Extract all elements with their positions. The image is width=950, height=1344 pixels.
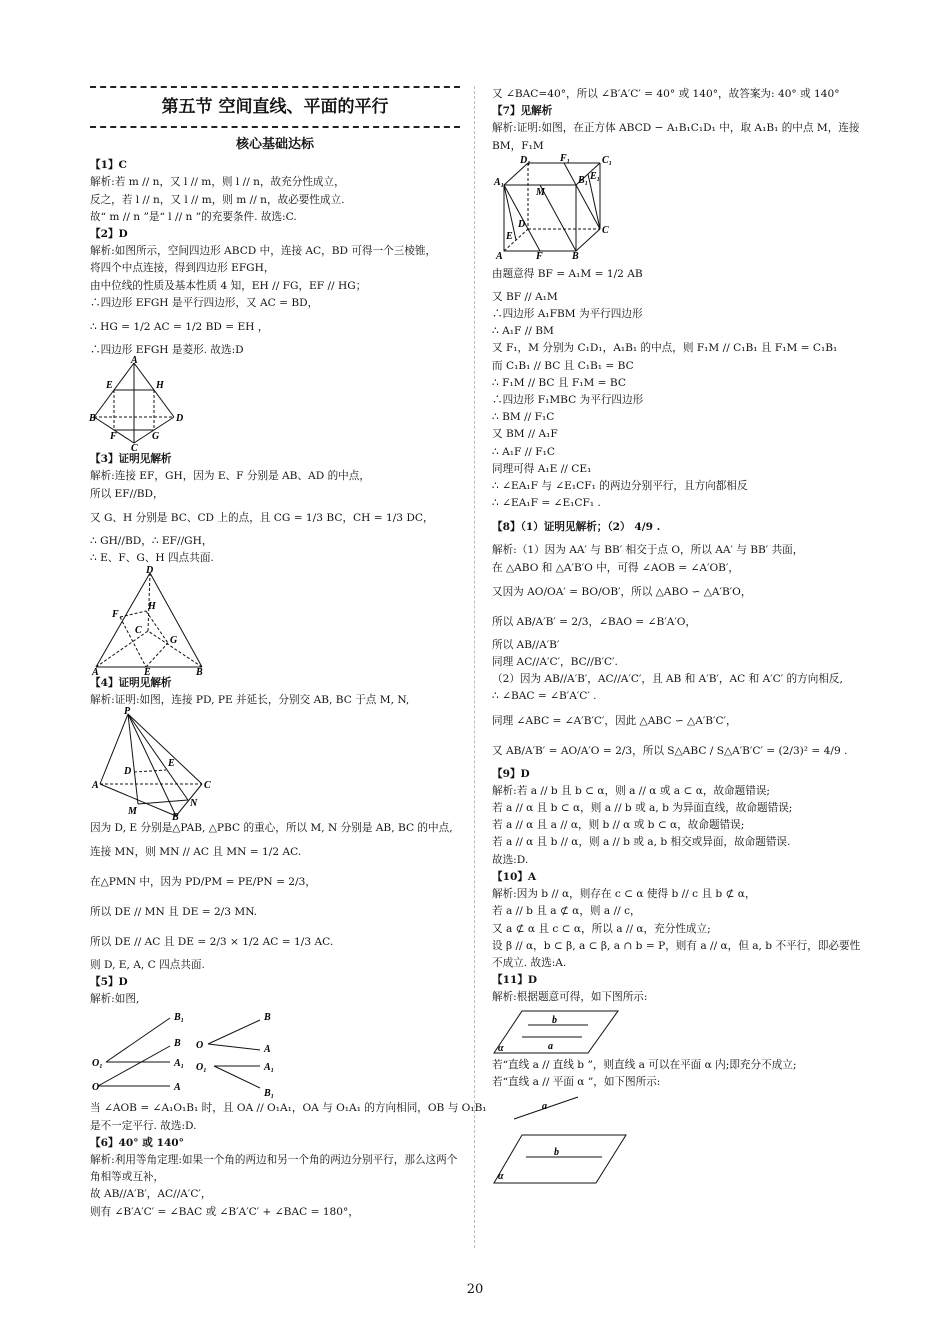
label-a: a — [542, 1100, 547, 1112]
text-line: 反之，若 l // n，又 l // m，则 m // n，故必要性成立. — [90, 193, 345, 206]
text-line: 同理可得 A₁E // CE₁ — [492, 462, 592, 475]
label-B1: B₁ — [578, 174, 589, 186]
figure-7-cube — [492, 152, 622, 262]
label-F1: F₁ — [560, 152, 571, 164]
text-line: 所以 AB//A′B′ — [492, 638, 560, 651]
answer-11: 【11】D — [492, 974, 538, 987]
label-H: H — [156, 380, 164, 392]
label-alpha: α — [498, 1170, 504, 1182]
label-M: M — [128, 805, 137, 817]
label-B: B — [89, 413, 96, 425]
label-E: E — [168, 757, 175, 769]
label-A: A — [131, 355, 138, 367]
text-line: ∴ F₁M // BC 且 F₁M = BC — [492, 376, 626, 389]
label-B: B — [174, 1038, 181, 1050]
text-line: 是不一定平行. 故选:D. — [90, 1119, 197, 1132]
text-line: 同理 ∠ABC = ∠A′B′C′，因此 △ABC ∽ △A′B′C′， — [492, 714, 737, 727]
label-A: A — [174, 1082, 181, 1094]
text-line: 在△PMN 中，因为 PD/PM = PE/PN = 2/3， — [90, 875, 316, 888]
label-E: E — [144, 667, 151, 679]
label-M: M — [536, 186, 545, 198]
text-line: ∴ A₁F // F₁C — [492, 445, 555, 458]
text-line: 若 a // α 且 a // α，则 b // α 或 b ⊂ α，故命题错误; — [492, 819, 745, 832]
text-line: 由题意得 BF = A₁M = 1/2 AB — [492, 267, 643, 280]
text-line: 解析:连接 EF，GH，因为 E、F 分别是 AB、AD 的中点， — [90, 470, 370, 483]
text-line: 若 a // α 且 b // α，则 a // b 或 a, b 相交或异面，故命题错误. — [492, 836, 791, 849]
text-line: ∴ A₁F // BM — [492, 325, 554, 338]
right-column — [492, 86, 870, 1191]
figure-3-tetrahedron — [90, 565, 210, 679]
left-column — [89, 86, 487, 1221]
text-line: 又因为 AO/OA′ = BO/OB′，所以 △ABO ∽ △A′B′O， — [492, 585, 752, 598]
label-D: D — [518, 218, 526, 230]
text-line: 解析:证明:如图，在正方体 ABCD − A₁B₁C₁D₁ 中，取 A₁B₁ 的中点 M，连接 BM，F₁M — [492, 122, 860, 152]
text-line: 故 AB//A′B′，AC//A′C′， — [90, 1188, 212, 1201]
text-line: ∴四边形 A₁FBM 为平行四边形 — [492, 308, 643, 321]
figure-4-pyramid — [90, 705, 220, 823]
column-divider — [474, 86, 475, 1248]
text-line: ∴ ∠EA₁F = ∠E₁CF₁ . — [492, 497, 601, 510]
text-line: 解析:如图, — [90, 993, 140, 1006]
label-O1: O₁ — [196, 1062, 207, 1074]
label-A: A — [264, 1044, 271, 1056]
answer-4: 【4】证明见解析 — [90, 677, 172, 690]
text-line: 又 F₁，M 分别为 C₁D₁，A₁B₁ 的中点，则 F₁M // C₁B₁ 且 F₁M = C₁B₁ — [492, 342, 838, 355]
label-H: H — [148, 601, 156, 613]
text-line: 故“ m // n ”是“ l // n ”的充要条件. 故选:C. — [90, 210, 297, 223]
text-line: 又 G、H 分别是 BC、CD 上的点，且 CG = 1/3 BC，CH = 1/3 DC， — [90, 511, 434, 524]
text-line: 若 a // α 且 b ⊂ α，则 a // b 或 a, b 为异面直线，故命题错误; — [492, 802, 793, 815]
text-line: 当 ∠AOB = ∠A₁O₁B₁ 时，且 OA // O₁A₁，OA 与 O₁A₁ 的方向相同，OB 与 O₁B₁ — [90, 1102, 487, 1115]
answer-3: 【3】证明见解析 — [90, 453, 172, 466]
text-line: ∴四边形 F₁MBC 为平行四边形 — [492, 394, 644, 407]
label-b: b — [552, 1014, 557, 1026]
text-line: ∴ ∠EA₁F 与 ∠E₁CF₁ 的两边分别平行，且方向都相反 — [492, 480, 748, 493]
text-line: 若“直线 a // 平面 α ”，如下图所示: — [492, 1075, 661, 1088]
text-line: 解析:因为 b // α，则存在 c ⊂ α 使得 b // c 且 b ⊄ α， — [492, 888, 756, 901]
label-E: E — [106, 380, 113, 392]
text-line: ∴ GH//BD，∴ EF//GH， — [90, 534, 213, 547]
label-F: F — [110, 431, 117, 443]
text-line: 所以 DE // AC 且 DE = 2/3 × 1/2 AC = 1/3 AC. — [90, 935, 334, 948]
label-A: A — [92, 779, 99, 791]
text-line: 解析:（1）因为 AA′ 与 BB′ 相交于点 O，所以 AA′ 与 BB′ 共面， — [492, 544, 804, 557]
label-F: F — [112, 609, 119, 621]
text-line: 又 BM // A₁F — [492, 428, 558, 441]
label-F: F — [536, 250, 543, 262]
text-line: 解析:证明:如图，连接 PD, PE 并延长，分别交 AB, BC 于点 M, N, — [90, 694, 410, 707]
text-line: 又 a ⊄ α 且 c ⊂ α，所以 a // α，充分性成立; — [492, 922, 711, 935]
label-P: P — [124, 705, 131, 717]
text-line: 因为 D, E 分别是△PAB, △PBC 的重心，所以 M, N 分别是 AB, BC 的中点, — [90, 821, 453, 834]
label-D1: D₁ — [520, 154, 531, 166]
text-line: 设 β // α，b ⊂ β, a ⊂ β, a ∩ b = P，则有 a // α，但 a, b 不平行，即必要性不成立. 故选:A. — [492, 939, 861, 969]
text-line: 所以 EF//BD， — [90, 487, 164, 500]
label-O1: O₁ — [92, 1058, 103, 1070]
label-C: C — [602, 224, 609, 236]
label-A1: A₁ — [264, 1062, 275, 1074]
text-line: 在 △ABO 和 △A′B′O 中，可得 ∠AOB = ∠A′OB′， — [492, 561, 739, 574]
label-B: B — [196, 667, 203, 679]
text-line: 所以 DE // MN 且 DE = 2/3 MN. — [90, 905, 258, 918]
label-E: E — [506, 230, 513, 242]
label-A: A — [92, 667, 99, 679]
answer-6: 【6】40° 或 140° — [90, 1136, 184, 1149]
label-D: D — [124, 765, 132, 777]
label-E1: E₁ — [590, 170, 601, 182]
label-B1: B₁ — [174, 1012, 185, 1024]
text-line: 若“直线 a // 直线 b ”，则直线 a 可以在平面 α 内;即充分不成立; — [492, 1058, 797, 1071]
answer-2: 【2】D — [90, 228, 128, 241]
label-D: D — [146, 565, 154, 577]
label-C: C — [135, 625, 142, 637]
answer-7: 【7】见解析 — [492, 105, 553, 118]
text-line: ∴ E、F、G、H 四点共面. — [90, 552, 214, 565]
text-line: 由中位线的性质及基本性质 4 知，EH // FG，EF // HG； — [90, 279, 367, 292]
text-line: 故选:D. — [492, 853, 529, 866]
text-line: 解析:若 m // n，又 l // m，则 l // n，故充分性成立， — [90, 176, 345, 189]
label-G: G — [170, 635, 178, 647]
figure-2-pyramid — [89, 355, 190, 455]
label-G: G — [152, 431, 160, 443]
answer-9: 【9】D — [492, 767, 530, 780]
label-D: D — [176, 413, 184, 425]
text-line: 又 ∠BAC=40°，所以 ∠B′A′C′ = 40° 或 140°，故答案为: 40° 或 140° — [492, 88, 840, 100]
label-A1: A₁ — [494, 176, 505, 188]
label-A1: A₁ — [174, 1058, 185, 1070]
text-line: ∴ HG = 1/2 AC = 1/2 BD = EH ， — [90, 321, 269, 334]
label-C: C — [204, 779, 211, 791]
text-line: 若 a // b 且 a ⊄ α，则 a // c， — [492, 905, 641, 918]
text-line: ∴ BM // F₁C — [492, 411, 555, 424]
label-b: b — [554, 1146, 559, 1158]
figure-11a-plane — [492, 1007, 622, 1057]
text-line: 将四个中点连接，得到四边形 EFGH， — [90, 262, 275, 275]
label-A: A — [496, 250, 503, 262]
text-line: 而 C₁B₁ // BC 且 C₁B₁ = BC — [492, 359, 634, 372]
answer-10: 【10】A — [492, 870, 537, 883]
label-O: O — [196, 1040, 204, 1052]
text-line: 又 AB/A′B′ = AO/A′O = 2/3，所以 S△ABC / S△A′B′C′ = (2/3)² = 4/9 . — [492, 744, 848, 757]
answer-8: 【8】（1）证明见解析；（2） 4/9 . — [492, 521, 661, 534]
text-line: 所以 AB/A′B′ = 2/3，∠BAO = ∠B′A′O， — [492, 615, 697, 628]
label-C1: C₁ — [602, 154, 613, 166]
text-line: ∴四边形 EFGH 是平行四边形，又 AC = BD， — [90, 296, 319, 309]
text-line: 则 D, E, A, C 四点共面. — [90, 958, 205, 971]
text-line: 又 BF // A₁M — [492, 290, 558, 303]
text-line: 解析:若 a // b 且 b ⊂ α，则 a // α 或 a ⊂ α，故命题错误; — [492, 784, 771, 797]
label-a: a — [548, 1040, 553, 1052]
figure-5-angles — [90, 1008, 300, 1100]
label-C: C — [131, 443, 138, 455]
text-line: ∴四边形 EFGH 是菱形. 故选:D — [90, 344, 244, 357]
label-B: B — [172, 811, 179, 823]
label-O: O — [92, 1082, 100, 1094]
text-line: 则有 ∠B′A′C′ = ∠BAC 或 ∠B′A′C′ + ∠BAC = 180°， — [90, 1205, 359, 1218]
label-B: B — [572, 250, 579, 262]
label-alpha: α — [498, 1042, 504, 1054]
section-title: 第五节 空间直线、平面的平行 — [161, 97, 389, 117]
text-line: ∴ ∠BAC = ∠B′A′C′ . — [492, 690, 597, 703]
text-line: （2）因为 AB//A′B′，AC//A′C′，且 AB 和 A′B′，AC 和 A′C′ 的方向相反, — [492, 673, 843, 686]
text-line: 解析:如图所示，空间四边形 ABCD 中，连接 AC，BD 可得一个三棱锥， — [90, 245, 437, 258]
text-line: 解析:根据题意可得，如下图所示: — [492, 991, 648, 1004]
section-subtitle: 核心基础达标 — [235, 137, 314, 152]
page-number: 20 — [466, 1282, 484, 1297]
answer-5: 【5】D — [90, 976, 128, 989]
answer-1: 【1】C — [90, 159, 127, 172]
text-line: 解析:利用等角定理:如果一个角的两边和另一个角的两边分别平行，那么这两个角相等或互补， — [90, 1154, 458, 1184]
label-B1: B₁ — [264, 1088, 275, 1100]
figure-11b-plane — [492, 1091, 632, 1191]
text-line: 同理 AC//A′C′，BC//B′C′. — [492, 656, 618, 669]
label-B: B — [264, 1012, 271, 1024]
text-line: 连接 MN，则 MN // AC 且 MN = 1/2 AC. — [90, 845, 302, 858]
label-N: N — [190, 797, 198, 809]
title-rule-bottom — [90, 126, 460, 128]
